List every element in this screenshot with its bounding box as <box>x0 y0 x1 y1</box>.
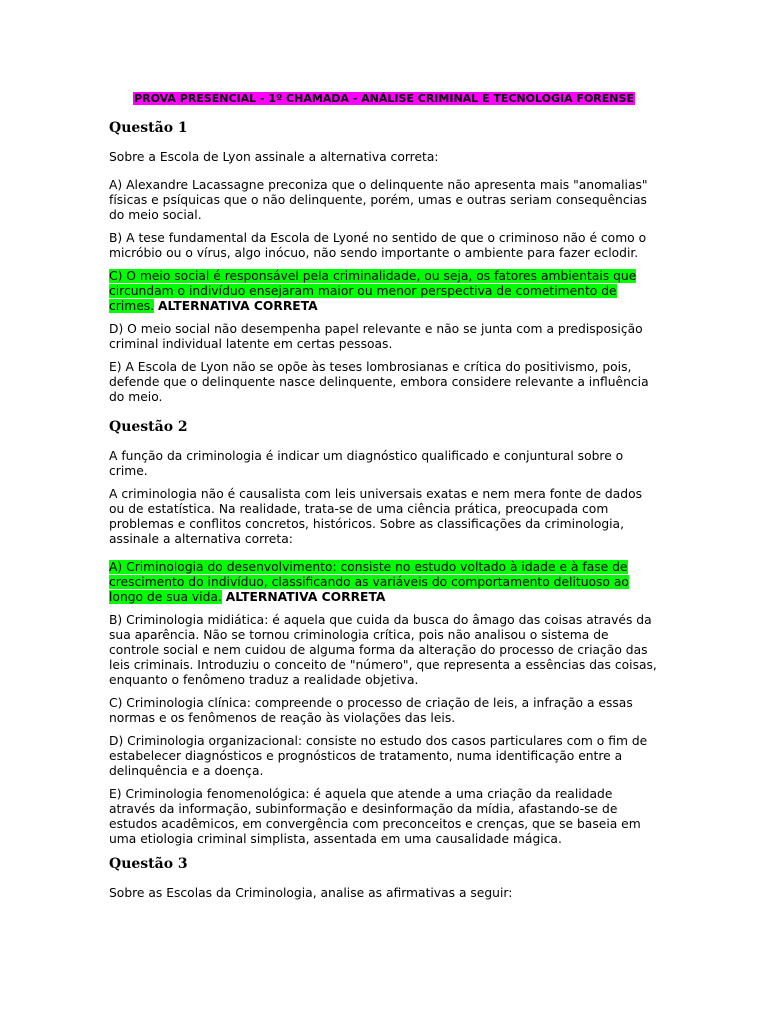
question-1-option-a: A) Alexandre Lacassagne preconiza que o delinquente não apresenta mais "anomalias" físicas e psíquicas que o não delinquente, porém, umas e outras seriam consequências do meio social. <box>109 178 648 222</box>
title-line <box>109 92 659 106</box>
question-1-option-e: E) A Escola de Lyon não se opõe às teses lombrosianas e crítica do positivismo, pois, defende que o delinquente nasce delinquente, embora considere relevante a influência do meio. <box>109 360 649 404</box>
question-1-prompt: Sobre a Escola de Lyon assinale a alternativa correta: <box>109 150 439 164</box>
question-1-option-c <box>109 269 659 314</box>
question-2-correct-label: ALTERNATIVA CORRETA <box>225 590 386 604</box>
document-page <box>109 92 659 909</box>
question-2-intro-2: A criminologia não é causalista com leis universais exatas e nem mera fonte de dados ou de estatística. Na realidade, trata-se de uma ciência prática, preocupada com problemas e conflitos concretos, históricos. Sobre as classificações da criminologia, assinale a alternativa correta: <box>109 487 643 546</box>
question-1-option-b: B) A tese fundamental da Escola de Lyoné no sentido de que o criminoso não é como o micróbio ou o vírus, algo inócuo, não sendo importante o ambiente para fazer eclodir. <box>109 231 647 260</box>
question-2-intro-1: A função da criminologia é indicar um diagnóstico qualificado e conjuntural sobre o crime. <box>109 449 624 478</box>
question-2-option-a-text: A) Criminologia do desenvolvimento: consiste no estudo voltado à idade e à fase de crescimento do indivíduo, classificando as variáveis do comportamento delituoso ao longo de sua vida. <box>109 560 629 604</box>
question-3-prompt: Sobre as Escolas da Criminologia, analise as afirmativas a seguir: <box>109 886 513 900</box>
document-title: PROVA PRESENCIAL - 1º CHAMADA - ANÁLISE CRIMINAL E TECNOLOGIA FORENSE <box>134 92 634 105</box>
question-1-option-d: D) O meio social não desempenha papel relevante e não se junta com a predisposição criminal individual latente em certas pessoas. <box>109 322 643 351</box>
question-2-heading: Questão 2 <box>109 419 188 435</box>
question-1-option-c-text: C) O meio social é responsável pela criminalidade, ou seja, os fatores ambientais que circundam o indivíduo ensejaram maior ou menor perspectiva de cometimento de crimes. <box>109 269 637 313</box>
question-3-heading: Questão 3 <box>109 856 188 872</box>
question-2-option-b: B) Criminologia midiática: é aquela que cuida da busca do âmago das coisas através da sua aparência. Não se tornou criminologia crítica, pois não analisou o sistema de controle social e nem cuidou de alguma forma da alteração do processo de criação das leis criminais. Introduziu o conceito de "número", que representa a essências das coisas, enquanto o fenômeno traduz a realidade objetiva. <box>109 613 657 687</box>
question-2-option-c: C) Criminologia clínica: compreende o processo de criação de leis, a infração a essas normas e os fenômenos de reação às violações das leis. <box>109 696 633 725</box>
question-2-option-e: E) Criminologia fenomenológica: é aquela que atende a uma criação da realidade através da informação, subinformação e desinformação da mídia, afastando-se de estudos acadêmicos, em convergência com preconceitos e crenças, que se baseia em uma etiologia criminal simplista, assentada em uma causalidade mágica. <box>109 787 641 846</box>
question-2-option-a <box>109 560 659 605</box>
question-1-heading: Questão 1 <box>109 120 188 136</box>
question-1-correct-label: ALTERNATIVA CORRETA <box>158 299 318 313</box>
question-2-option-d: D) Criminologia organizacional: consiste no estudo dos casos particulares com o fim de estabelecer diagnósticos e prognósticos de tratamento, numa identificação entre a delinquência e a doença. <box>109 734 648 778</box>
